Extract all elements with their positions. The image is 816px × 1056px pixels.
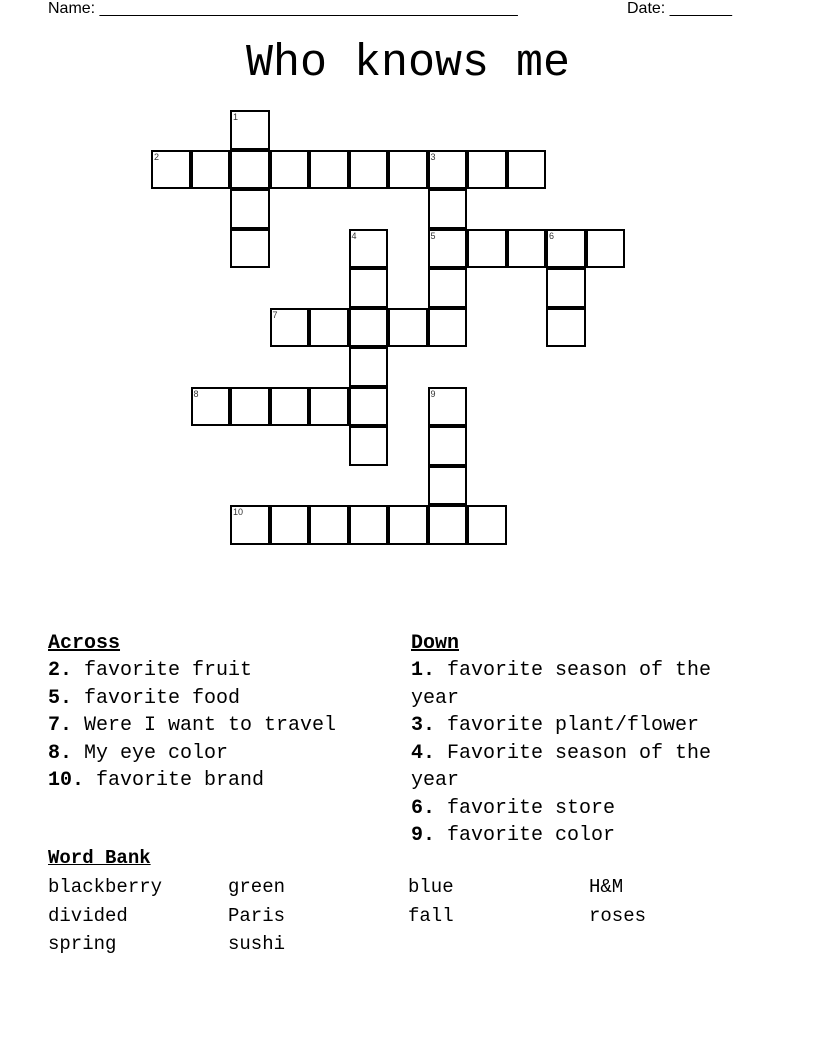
grid-cell[interactable] — [230, 387, 270, 427]
grid-cell[interactable] — [586, 229, 626, 269]
down-clue-1 — [411, 657, 771, 712]
word-bank-item: fall — [408, 904, 454, 927]
across-clue-10 — [48, 767, 398, 795]
across-clues — [48, 630, 398, 795]
clue-number-label: 1 — [233, 112, 239, 122]
grid-cell[interactable] — [270, 387, 310, 427]
grid-cell[interactable] — [388, 308, 428, 348]
grid-cell[interactable] — [230, 189, 270, 229]
clue-number: 1. — [411, 659, 436, 682]
grid-cell[interactable] — [349, 150, 389, 190]
clue-number: 10. — [48, 769, 85, 792]
grid-cell[interactable] — [507, 229, 547, 269]
down-clue-6 — [411, 795, 771, 823]
page-title: Who knows me — [245, 38, 571, 89]
grid-cell[interactable] — [507, 150, 547, 190]
word-bank-item: spring — [48, 933, 117, 955]
grid-cell[interactable] — [191, 150, 231, 190]
clue-number: 3. — [411, 714, 436, 737]
across-clue-2 — [48, 657, 398, 685]
clue-number-label: 5 — [430, 230, 436, 241]
clue-number: 4. — [411, 741, 436, 765]
grid-cell[interactable] — [467, 505, 507, 545]
word-bank-item: divided — [48, 904, 128, 927]
grid-cell[interactable] — [546, 268, 586, 308]
grid-cell[interactable] — [428, 268, 468, 308]
clue-number-label: 6 — [549, 230, 555, 241]
grid-cell[interactable] — [270, 150, 310, 190]
grid-cell[interactable] — [309, 308, 349, 348]
clue-text: Were I want to travel — [72, 714, 337, 737]
clue-text: favorite brand — [84, 769, 265, 792]
grid-cell[interactable] — [270, 505, 310, 545]
clue-number-label: 8 — [193, 388, 199, 399]
across-clue-8 — [48, 740, 398, 768]
word-bank-item: Paris — [228, 904, 286, 927]
grid-cell[interactable] — [230, 229, 270, 269]
grid-cell[interactable] — [388, 150, 428, 190]
grid-cell[interactable] — [428, 189, 468, 229]
clue-text: favorite food — [72, 686, 241, 710]
word-bank-heading: Word Bank — [48, 847, 151, 869]
grid-cell[interactable] — [428, 426, 468, 466]
grid-cell[interactable] — [467, 229, 507, 269]
grid-cell[interactable] — [349, 387, 389, 427]
clue-number: 8. — [48, 741, 73, 765]
grid-cell[interactable] — [388, 505, 428, 545]
grid-cell[interactable] — [230, 150, 270, 190]
grid-cell[interactable] — [428, 466, 468, 506]
down-clue-9 — [411, 822, 771, 850]
clue-text: favorite store — [435, 796, 616, 820]
clue-number: 6. — [411, 796, 436, 820]
word-bank-item: sushi — [228, 933, 286, 955]
grid-cell[interactable] — [309, 505, 349, 545]
word-bank-item: H&M — [589, 876, 624, 898]
clue-number: 9. — [411, 824, 436, 847]
clue-number-label: 10 — [233, 507, 244, 517]
clue-number: 5. — [48, 686, 73, 710]
grid-cell[interactable] — [349, 426, 389, 466]
clue-text: favorite fruit — [72, 659, 253, 682]
grid-cell[interactable] — [349, 268, 389, 308]
clue-text: favorite season of the year — [411, 659, 724, 710]
clue-number-label: 3 — [430, 151, 436, 162]
word-bank-item: blue — [408, 876, 454, 898]
clue-number: 7. — [48, 714, 73, 737]
clue-number-label: 9 — [430, 388, 436, 399]
word-bank-item: blackberry — [48, 876, 163, 898]
grid-cell[interactable] — [428, 308, 468, 348]
word-bank-item: roses — [589, 904, 647, 927]
clue-text: My eye color — [72, 741, 229, 765]
grid-cell[interactable] — [467, 150, 507, 190]
down-heading: Down — [411, 632, 460, 655]
grid-cell[interactable] — [309, 387, 349, 427]
clue-number-label: 2 — [154, 151, 160, 162]
across-clue-5 — [48, 685, 398, 713]
grid-cell[interactable] — [309, 150, 349, 190]
across-clue-7 — [48, 712, 398, 740]
across-heading: Across — [48, 632, 121, 655]
clue-text: favorite plant/flower — [435, 714, 700, 737]
clue-text: Favorite season of the year — [411, 741, 724, 792]
clue-number-label: 7 — [272, 309, 278, 320]
down-clues — [411, 630, 771, 850]
grid-cell[interactable] — [546, 308, 586, 348]
grid-cell[interactable] — [349, 505, 389, 545]
down-clue-4 — [411, 740, 771, 795]
clue-text: favorite color — [435, 824, 616, 847]
word-bank-item: green — [228, 876, 286, 898]
grid-cell[interactable] — [349, 347, 389, 387]
grid-cell[interactable] — [428, 505, 468, 545]
clue-number-label: 4 — [351, 230, 357, 241]
date-field-label[interactable]: Date: _______ — [627, 0, 732, 17]
clue-number: 2. — [48, 659, 73, 682]
grid-cell[interactable] — [349, 308, 389, 348]
down-clue-3 — [411, 712, 771, 740]
name-field-label[interactable]: Name: _______________________________________________ — [48, 0, 518, 17]
